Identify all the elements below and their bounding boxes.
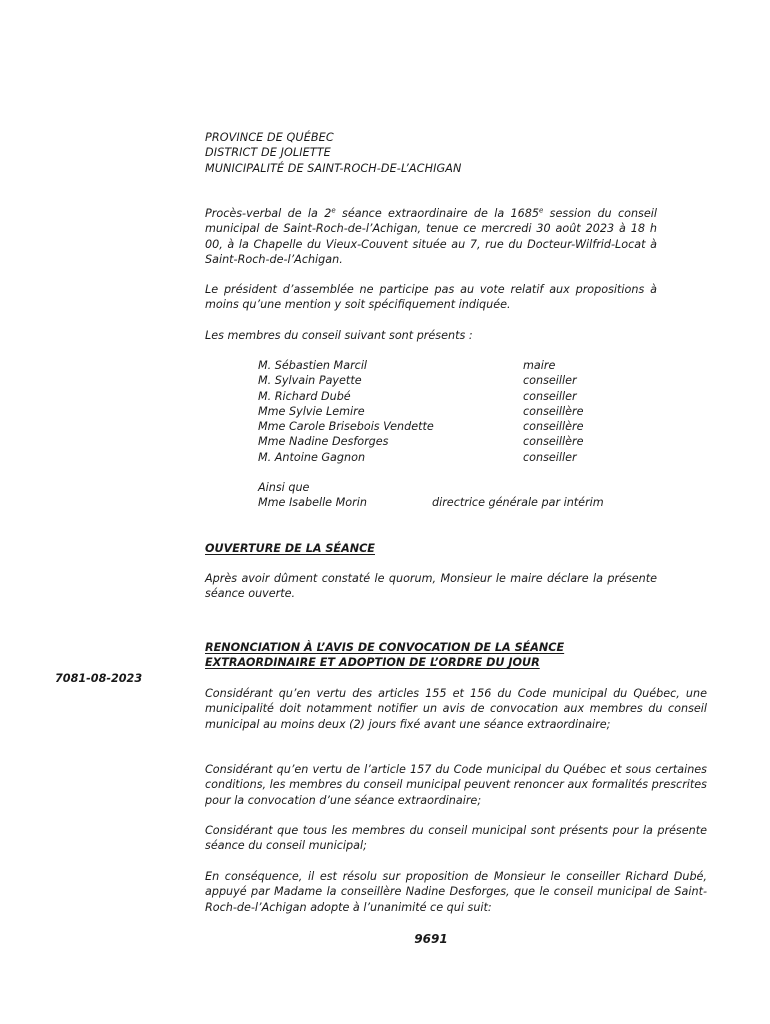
also-present-name: Mme Isabelle Morin (258, 496, 367, 510)
member-row (258, 358, 598, 373)
page-number: 9691 (414, 932, 448, 946)
consideration-paragraph: Considérant qu’en vertu des articles 155 et 156 du Code municipal du Québec, une municipalité doit notamment notifier un avis de convocation aux membres du conseil municipal au moins deux (2) jours fixé avant une séance extraordinaire; (205, 687, 707, 731)
member-row (258, 389, 598, 404)
also-present-role: directrice générale par intérim (432, 496, 604, 510)
resolution-conclusion: En conséquence, il est résolu sur proposition de Monsieur le conseiller Richard Dubé, appuyé par Madame la conseillère Nadine Desforges, que le conseil municipal de Saint-Roch-de-l’Achigan adopte à l’unanimité ce qui suit: (205, 870, 707, 914)
member-name: Mme Nadine Desforges (258, 435, 389, 449)
resolution-title-line2: EXTRAORDINAIRE ET ADOPTION DE L’ORDRE DU JOUR (205, 656, 540, 669)
member-role: conseillère (523, 435, 584, 449)
president-note: Le président d’assemblée ne participe pas au vote relatif aux propositions à moins qu’une mention y soit spécifiquement indiquée. (205, 283, 657, 312)
header-district: DISTRICT DE JOLIETTE (205, 146, 331, 160)
intro-superscript-1: e (331, 206, 336, 215)
member-role: conseiller (523, 389, 577, 403)
also-present-block (258, 480, 678, 511)
document-header (205, 130, 665, 176)
intro-paragraph (205, 206, 657, 267)
member-row (258, 419, 598, 434)
opening-title: OUVERTURE DE LA SÉANCE (205, 542, 375, 555)
member-name: M. Sébastien Marcil (258, 359, 368, 372)
member-name: M. Sylvain Payette (258, 374, 362, 388)
header-municipality: MUNICIPALITÉ DE SAINT-ROCH-DE-L’ACHIGAN (205, 161, 462, 175)
member-role: conseiller (523, 374, 577, 388)
consideration-paragraph: Considérant qu’en vertu de l’article 157 du Code municipal du Québec et sous certaines conditions, les membres du conseil municipal peuvent renoncer aux formalités prescrites pour la convocation d’une séance extraordinaire; (205, 763, 707, 807)
member-role: maire (523, 359, 556, 372)
members-intro: Les membres du conseil suivant sont présents : (205, 329, 473, 342)
members-list (258, 358, 598, 465)
member-role: conseillère (523, 420, 584, 434)
also-present-label: Ainsi que (258, 481, 310, 494)
member-role: conseillère (523, 404, 584, 418)
resolution-number: 7081-08-2023 (55, 672, 143, 685)
member-role: conseiller (523, 450, 577, 464)
member-row (258, 373, 598, 388)
member-row (258, 434, 598, 449)
intro-text-part3: session du conseil municipal de Saint-Roch-de-l’Achigan, tenue ce mercredi 30 août 2023 à 18 h 00, à la Chapelle du Vieux-Couvent située au 7, rue du Docteur-Wilfrid-Locat à Saint-Roch-de-l’Achigan. (205, 207, 657, 266)
resolution-title-line1: RENONCIATION À L’AVIS DE CONVOCATION DE LA SÉANCE (205, 641, 565, 654)
member-name: M. Antoine Gagnon (258, 450, 366, 464)
member-name: M. Richard Dubé (258, 389, 351, 403)
intro-text-part2: séance extraordinaire de la 1685 (335, 207, 540, 220)
consideration-paragraph: Considérant que tous les membres du conseil municipal sont présents pour la présente séance du conseil municipal; (205, 824, 707, 853)
opening-text: Après avoir dûment constaté le quorum, Monsieur le maire déclare la présente séance ouverte. (205, 572, 657, 601)
intro-text-part1: Procès-verbal de la 2 (205, 207, 332, 220)
intro-superscript-2: e (539, 206, 544, 215)
also-present-row (258, 495, 678, 510)
member-row (258, 450, 598, 465)
header-province: PROVINCE DE QUÉBEC (205, 131, 334, 144)
member-row (258, 404, 598, 419)
member-name: Mme Carole Brisebois Vendette (258, 420, 434, 434)
member-name: Mme Sylvie Lemire (258, 404, 365, 418)
